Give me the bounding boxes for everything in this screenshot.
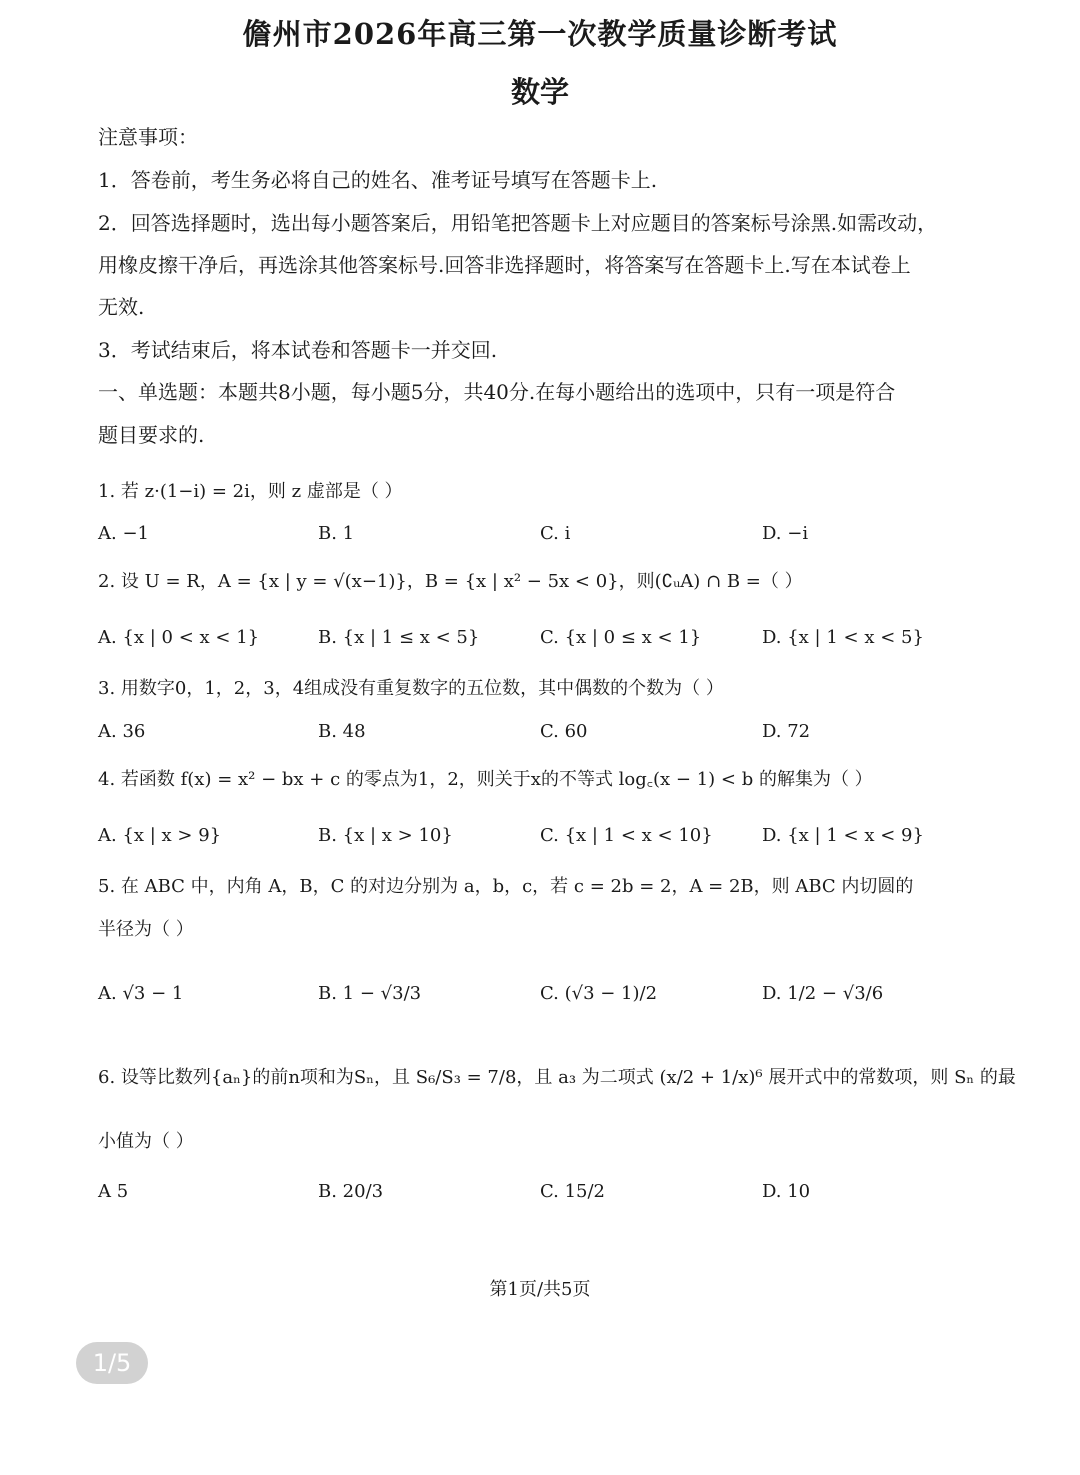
notice-item: 2．回答选择题时，选出每小题答案后，用铅笔把答题卡上对应题目的答案标号涂黑.如需改动， [98, 211, 938, 235]
exam-subject: 数学 [510, 75, 569, 109]
question-6-stem-cont: 小值为（ ） [98, 1131, 194, 1152]
notice-item: 3．考试结束后，将本试卷和答题卡一并交回. [98, 338, 498, 362]
notice-item: 无效. [98, 295, 145, 319]
question-5-stem-cont: 半径为（ ） [98, 919, 194, 940]
question-3-option-d: D. 72 [762, 721, 811, 742]
question-1-option-d: D. −i [762, 523, 809, 544]
question-4-option-b: B. {x | x > 10} [318, 825, 453, 846]
question-4-option-d: D. {x | 1 < x < 9} [762, 825, 924, 846]
notice-item: 1．答卷前，考生务必将自己的姓名、准考证号填写在答题卡上. [98, 168, 658, 192]
page-footer: 第1页/共5页 [489, 1279, 591, 1300]
notice-item: 用橡皮擦干净后，再选涂其他答案标号.回答非选择题时，将答案写在答题卡上.写在本试卷上 [98, 253, 911, 277]
question-3-option-a: A. 36 [98, 721, 146, 742]
question-6-option-d: D. 10 [762, 1181, 811, 1202]
question-1-stem: 1. 若 z·(1−i) = 2i，则 z 虚部是（ ） [98, 481, 403, 502]
question-6-option-a: A 5 [98, 1181, 129, 1202]
section-heading: 一、单选题：本题共8小题，每小题5分，共40分.在每小题给出的选项中，只有一项是符合 [98, 380, 896, 404]
question-5-option-b: B. 1 − √3/3 [318, 983, 422, 1004]
question-4-option-a: A. {x | x > 9} [98, 825, 222, 846]
question-5-option-a: A. √3 − 1 [98, 983, 184, 1004]
question-6-option-c: C. 15/2 [540, 1181, 605, 1202]
notice-heading: 注意事项： [98, 125, 198, 149]
question-5-stem: 5. 在 ABC 中，内角 A，B，C 的对边分别为 a，b，c，若 c = 2b = 2，A = 2B，则 ABC 内切圆的 [98, 876, 914, 897]
page-indicator-badge[interactable]: 1/5 [76, 1342, 148, 1384]
question-1-option-c: C. i [540, 523, 571, 544]
question-1-option-b: B. 1 [318, 523, 355, 544]
question-4-option-c: C. {x | 1 < x < 10} [540, 825, 713, 846]
question-2-option-b: B. {x | 1 ≤ x < 5} [318, 627, 480, 648]
question-6-option-b: B. 20/3 [318, 1181, 384, 1202]
question-1-option-a: A. −1 [98, 523, 149, 544]
question-2-option-c: C. {x | 0 ≤ x < 1} [540, 627, 702, 648]
question-5-option-c: C. (√3 − 1)/2 [540, 983, 658, 1004]
question-2-option-d: D. {x | 1 < x < 5} [762, 627, 924, 648]
question-6-stem: 6. 设等比数列{aₙ}的前n项和为Sₙ，且 S₆/S₃ = 7/8，且 a₃ 为二项式 (x/2 + 1/x)⁶ 展开式中的常数项，则 Sₙ 的最 [98, 1067, 1016, 1088]
exam-title: 儋州市2026年高三第一次教学质量诊断考试 [242, 17, 838, 51]
section-heading-cont: 题目要求的. [98, 423, 205, 447]
question-2-stem: 2. 设 U = R，A = {x | y = √(x−1)}，B = {x | x² − 5x < 0}，则(∁ᵤA) ∩ B =（ ） [98, 571, 803, 592]
question-2-option-a: A. {x | 0 < x < 1} [98, 627, 260, 648]
question-3-option-c: C. 60 [540, 721, 588, 742]
question-5-option-d: D. 1/2 − √3/6 [762, 983, 884, 1004]
question-3-stem: 3. 用数字0，1，2，3，4组成没有重复数字的五位数，其中偶数的个数为（ ） [98, 678, 724, 699]
question-3-option-b: B. 48 [318, 721, 366, 742]
question-4-stem: 4. 若函数 f(x) = x² − bx + c 的零点为1，2，则关于x的不等式 log꜀(x − 1) < b 的解集为（ ） [98, 769, 873, 790]
